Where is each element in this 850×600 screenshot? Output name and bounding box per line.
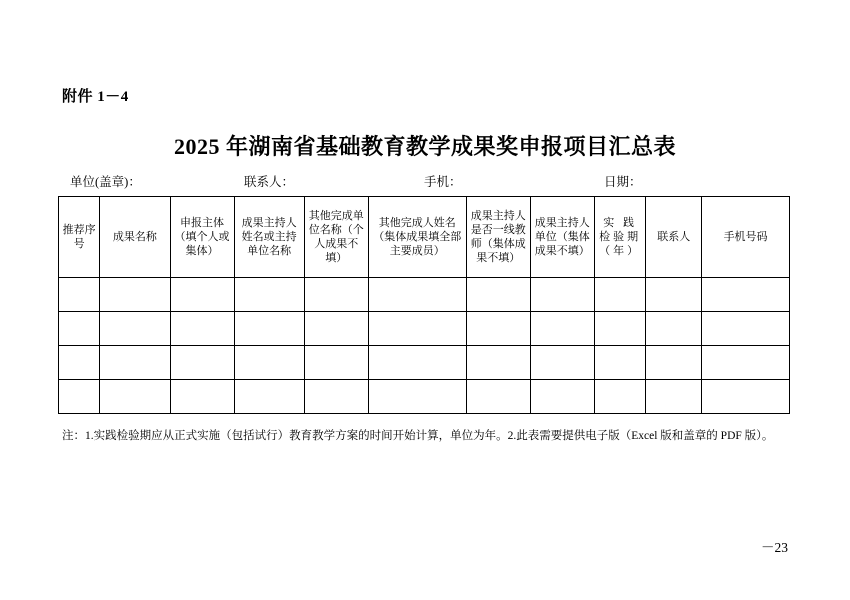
table-cell[interactable] <box>646 278 702 312</box>
column-header-applicant-type-label: 申报主体（填个人或集体） <box>174 216 230 258</box>
table-cell[interactable] <box>368 346 466 380</box>
table-cell[interactable] <box>466 312 530 346</box>
table-cell[interactable] <box>100 346 170 380</box>
table-cell[interactable] <box>170 278 234 312</box>
table-cell[interactable] <box>100 278 170 312</box>
footnote: 注：1.实践检验期应从正式实施（包括试行）教育教学方案的时间开始计算，单位为年。2.此表需要提供电子版（Excel 版和盖章的 PDF 版）。 <box>62 430 774 442</box>
table-cell[interactable] <box>304 380 368 414</box>
table-cell[interactable] <box>234 278 304 312</box>
table-cell[interactable] <box>646 380 702 414</box>
table-cell[interactable] <box>59 380 100 414</box>
table-cell[interactable] <box>646 346 702 380</box>
table-cell[interactable] <box>646 312 702 346</box>
column-header-other-units <box>304 197 368 278</box>
table-cell[interactable] <box>702 346 790 380</box>
page-number: －23 <box>761 540 788 555</box>
table-cell[interactable] <box>100 380 170 414</box>
column-header-recommend-no <box>59 197 100 278</box>
column-header-contact-person <box>646 197 702 278</box>
table-row[interactable] <box>59 312 790 346</box>
column-header-recommend-no-label: 推荐序号 <box>62 223 96 250</box>
meta-date-label: 日期： <box>604 175 642 189</box>
column-header-leader-unit <box>530 197 594 278</box>
meta-row <box>62 172 788 190</box>
column-header-leader-name <box>234 197 304 278</box>
table-cell[interactable] <box>368 312 466 346</box>
column-header-practice-period-label: 实 践检验期（年） <box>599 216 642 258</box>
table-row[interactable] <box>59 346 790 380</box>
table-row[interactable] <box>59 278 790 312</box>
table-cell[interactable] <box>368 278 466 312</box>
column-header-leader-unit-label: 成果主持人单位（集体成果不填） <box>534 216 590 258</box>
table-cell[interactable] <box>594 380 646 414</box>
attachment-label: 附件 1－4 <box>62 89 129 105</box>
column-header-other-members <box>368 197 466 278</box>
table-cell[interactable] <box>170 346 234 380</box>
table-cell[interactable] <box>234 346 304 380</box>
table-cell[interactable] <box>594 346 646 380</box>
column-header-frontline-teacher <box>466 197 530 278</box>
table-cell[interactable] <box>466 346 530 380</box>
column-header-achievement-name <box>100 197 170 278</box>
table-cell[interactable] <box>702 312 790 346</box>
column-header-achievement-name-label: 成果名称 <box>112 230 157 243</box>
page-title: 2025 年湖南省基础教育教学成果奖申报项目汇总表 <box>173 134 676 159</box>
table-cell[interactable] <box>304 278 368 312</box>
column-header-other-units-label: 其他完成单位名称（个人成果不填） <box>308 209 364 265</box>
column-header-leader-name-label: 成果主持人姓名或主持单位名称 <box>241 216 297 258</box>
column-header-frontline-teacher-label: 成果主持人是否一线教师（集体成果不填） <box>470 209 526 265</box>
table-cell[interactable] <box>702 380 790 414</box>
column-header-mobile-number <box>702 197 790 278</box>
summary-table <box>58 196 790 414</box>
table-cell[interactable] <box>466 380 530 414</box>
meta-phone-label: 手机： <box>424 175 462 189</box>
table-cell[interactable] <box>100 312 170 346</box>
meta-contact-label: 联系人： <box>244 175 295 189</box>
column-header-contact-person-label: 联系人 <box>657 230 691 243</box>
table-cell[interactable] <box>368 380 466 414</box>
table-cell[interactable] <box>466 278 530 312</box>
table-cell[interactable] <box>304 346 368 380</box>
table-cell[interactable] <box>594 278 646 312</box>
table-cell[interactable] <box>702 278 790 312</box>
table-cell[interactable] <box>304 312 368 346</box>
table-cell[interactable] <box>530 346 594 380</box>
table-cell[interactable] <box>594 312 646 346</box>
meta-unit-label: 单位(盖章)： <box>70 175 141 189</box>
table-cell[interactable] <box>170 380 234 414</box>
table-header-row <box>59 197 790 278</box>
column-header-practice-period <box>594 197 646 278</box>
column-header-other-members-label: 其他完成人姓名（集体成果填全部主要成员） <box>373 216 462 258</box>
table-cell[interactable] <box>234 312 304 346</box>
table-cell[interactable] <box>59 346 100 380</box>
column-header-applicant-type <box>170 197 234 278</box>
table-cell[interactable] <box>530 278 594 312</box>
table-cell[interactable] <box>530 312 594 346</box>
table-row[interactable] <box>59 380 790 414</box>
table-cell[interactable] <box>530 380 594 414</box>
table-cell[interactable] <box>59 312 100 346</box>
table-cell[interactable] <box>59 278 100 312</box>
table-cell[interactable] <box>234 380 304 414</box>
table-body <box>59 278 790 414</box>
column-header-mobile-number-label: 手机号码 <box>723 230 768 243</box>
table-cell[interactable] <box>170 312 234 346</box>
